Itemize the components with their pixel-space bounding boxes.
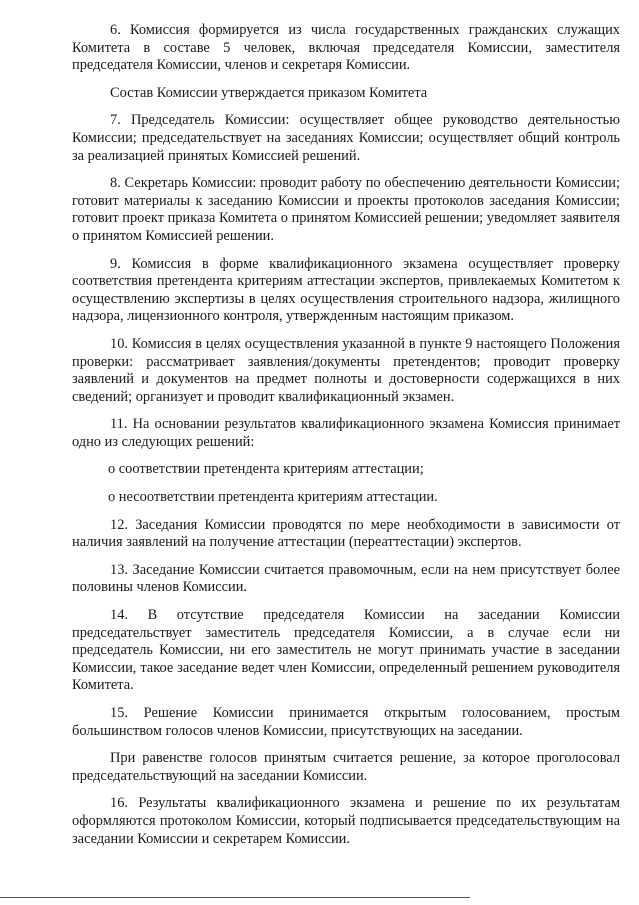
decision-option-compliance: о соответствии претендента критериям аттестации;: [108, 461, 424, 478]
paragraph-12: 12. Заседания Комиссии проводятся по мере необходимости в зависимости от наличия заявлений на получение аттестации (переаттестации) экспертов.: [72, 516, 620, 551]
paragraph-16: 16. Результаты квалификационного экзамена и решение по их результатам оформляются протоколом Комиссии, который подписывается председательствующим на заседании Комиссии и секретарем Комиссии.: [72, 795, 620, 847]
decision-option-noncompliance: о несоответствии претендента критериям аттестации.: [108, 489, 438, 506]
document-body: [72, 22, 620, 858]
paragraph-15: 15. Решение Комиссии принимается открытым голосованием, простым большинством голосов членов Комиссии, присутствующих на заседании.: [72, 705, 620, 739]
paragraph-9: 9. Комиссия в форме квалификационного экзамена осуществляет проверку соответствия претендента критериям аттестации экспертов, привлекаемых Комитетом к осуществлению экспертизы в целях осуществления строительного надзора, жилищного надзора, лицензионного контроля, утвержденным настоящим приказом.: [72, 255, 620, 325]
paragraph-8: 8. Секретарь Комиссии: проводит работу по обеспечению деятельности Комиссии; готовит материалы к заседанию Комиссии и проекты протоколов заседания Комиссии; готовит проект приказа Комитета о принятом Комиссией решении; уведомляет заявителя о принятом Комиссией решении.: [72, 175, 620, 244]
paragraph-6: 6. Комиссия формируется из числа государственных гражданских служащих Комитета в составе 5 человек, включая председателя Комиссии, заместителя председателя Комиссии, членов и секретаря Комиссии.: [72, 22, 620, 74]
paragraph-tie-vote: При равенстве голосов принятым считается решение, за которое проголосовал председательствующий на заседании Комиссии.: [72, 750, 620, 784]
paragraph-7: 7. Председатель Комиссии: осуществляет общее руководство деятельностью Комиссии; председательствует на заседаниях Комиссии; осуществляет общий контроль за реализацией принятых Комиссией решений.: [72, 112, 620, 164]
paragraph-10: 10. Комиссия в целях осуществления указанной в пункте 9 настоящего Положения проверки: рассматривает заявления/документы претендентов; проводит проверку заявлений и документов на предмет полноты и достоверности содержащихся в них сведений; организует и проводит квалификационный экзамен.: [72, 335, 620, 405]
paragraph-commission-composition: Состав Комиссии утверждается приказом Комитета: [110, 84, 428, 101]
paragraph-13: 13. Заседание Комиссии считается правомочным, если на нем присутствует более половины членов Комиссии.: [72, 561, 620, 596]
paragraph-11: 11. На основании результатов квалификационного экзамена Комиссия принимает одно из следующих решений:: [72, 416, 620, 450]
footer-divider: [0, 897, 470, 898]
paragraph-14: 14. В отсутствие председателя Комиссии на заседании Комиссии председательствует заместитель председателя Комиссии, а в случае если ни председатель Комиссии, ни его заместитель не могут принимать участие в заседании Комиссии, такое заседание ведет член Комиссии, определенный решением руководителя Комитета.: [72, 607, 620, 694]
